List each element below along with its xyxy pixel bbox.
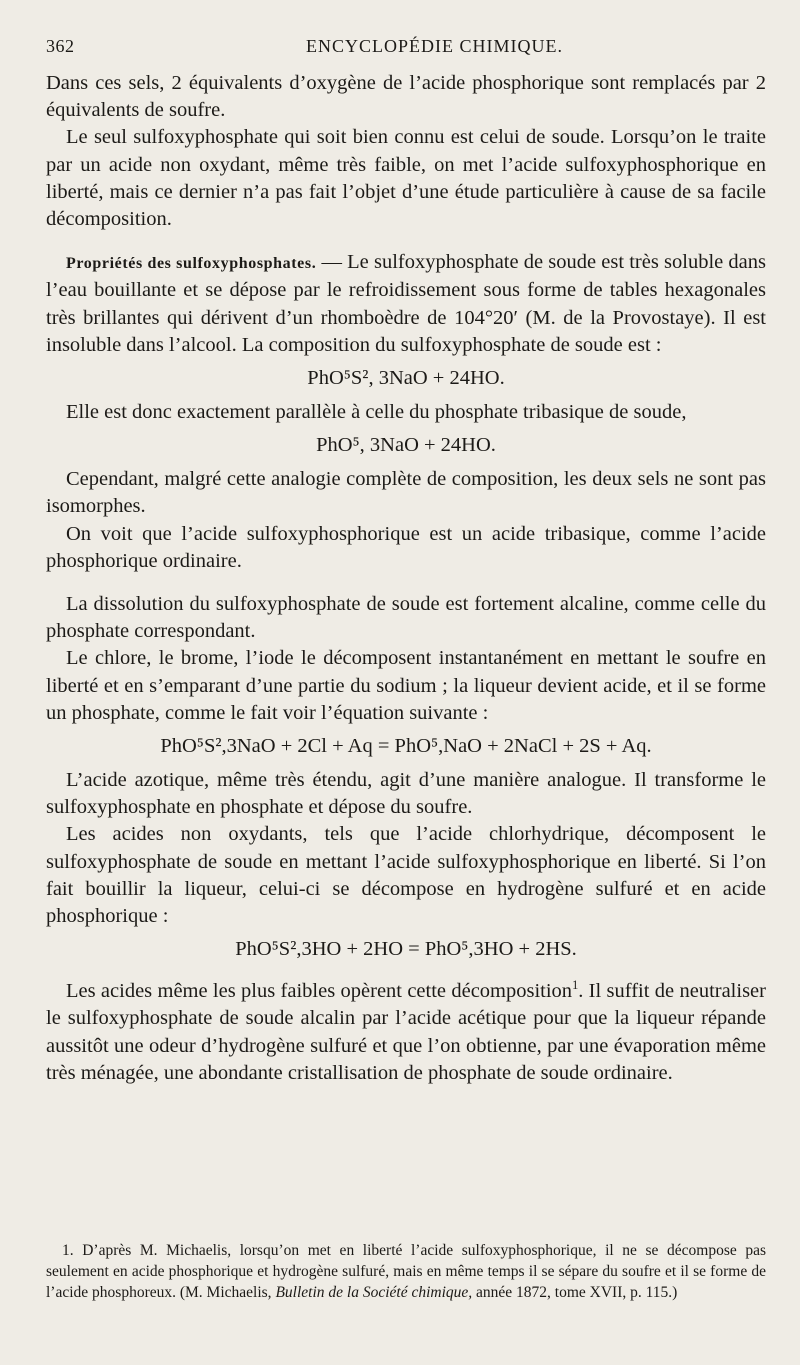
paragraph-1: Dans ces sels, 2 équivalents d’oxygène de l’acide phosphorique sont remplacés par 2 équivalents de soufre. — [46, 72, 766, 122]
page-header — [46, 36, 766, 70]
page-number: 362 — [46, 36, 75, 56]
footnote-text: 1. D’après M. Michaelis, lorsqu’on met en liberté l’acide sulfoxyphosphorique, il ne se décompose pas seulement en acide phosphorique et hydrogène sulfuré, mais en même temps il se sépare du soufre et il se forme de l’acide phosphoreux. (M. Michaelis, — [46, 1242, 766, 1301]
main-text — [46, 70, 766, 1087]
footnote — [46, 1240, 766, 1303]
footnote-journal: Bulletin de la Société chimique, — [275, 1284, 473, 1301]
footnote-tail: année 1872, tome XVII, p. 115.) — [476, 1284, 678, 1301]
paragraph-9: L’acide azotique, même très étendu, agit d’une manière analogue. Il transforme le sulfoxyphosphate en phosphate et dépose du soufre. — [46, 769, 766, 819]
paragraph-6: On voit que l’acide sulfoxyphosphorique est un acide tribasique, comme l’acide phosphorique ordinaire. — [46, 522, 766, 572]
paragraph-5: Cependant, malgré cette analogie complète de composition, les deux sels ne sont pas isomorphes. — [46, 468, 766, 518]
paragraph-4: Elle est donc exactement parallèle à celle du phosphate tribasique de soude, — [66, 401, 687, 424]
running-title: ENCYCLOPÉDIE CHIMIQUE. — [306, 36, 563, 56]
section-title: Propriétés des sulfoxyphosphates. — [66, 255, 317, 273]
formula-1: PhO⁵S², 3NaO + 24HO. — [307, 367, 505, 390]
paragraph-8: Le chlore, le brome, l’iode le décomposent instantanément en mettant le soufre en liberté et en s’emparant d’une partie du sodium ; la liqueur devient acide, et il se forme un phosphate, comme le fait voir l’équation suivante : — [46, 647, 766, 724]
paragraph-2: Le seul sulfoxyphosphate qui soit bien connu est celui de soude. Lorsqu’on le traite par un acide non oxydant, même très faible, on met l’acide sulfoxyphosphorique en liberté, mais ce dernier n’a pas fait l’objet d’une étude particulière à cause de sa facile décomposition. — [46, 126, 766, 231]
formula-3: PhO⁵S²,3NaO + 2Cl + Aq = PhO⁵,NaO + 2NaCl + 2S + Aq. — [160, 735, 652, 758]
paragraph-properties — [46, 249, 766, 359]
footnote-ref[interactable]: 1 — [572, 978, 579, 993]
paragraph-3: — Le sulfoxyphosphate de soude est très soluble dans l’eau bouillante et se dépose par le refroidissement sous forme de tables hexagonales très brillantes qui dérivent d’un rhomboèdre de 104°20′ (M. de la Provostaye). Il est insoluble dans l’alcool. La composition du sulfoxyphosphate de soude est : — [46, 251, 766, 356]
paragraph-11: Les acides même les plus faibles opèrent cette décomposition$^1$. Il suffit de neutraliser le sulfoxyphosphate de soude alcalin par l’acide acétique pour que la liqueur répande aussitôt une odeur d’hydrogène sulfuré et que l’on obtienne, par une évaporation même très ménagée, une abondante cristallisation de phosphate de soude ordinaire. — [46, 978, 766, 1084]
formula-4: PhO⁵S²,3HO + 2HO = PhO⁵,3HO + 2HS. — [235, 938, 577, 961]
paragraph-10: Les acides non oxydants, tels que l’acide chlorhydrique, décomposent le sulfoxyphosphate de soude en mettant l’acide sulfoxyphosphorique en liberté. Si l’on fait bouillir la liqueur, celui-ci se décompose en hydrogène sulfuré et en acide phosphorique : — [46, 823, 766, 928]
formula-2: PhO⁵, 3NaO + 24HO. — [316, 434, 496, 457]
paragraph-7: La dissolution du sulfoxyphosphate de soude est fortement alcaline, comme celle du phosphate correspondant. — [46, 593, 766, 643]
